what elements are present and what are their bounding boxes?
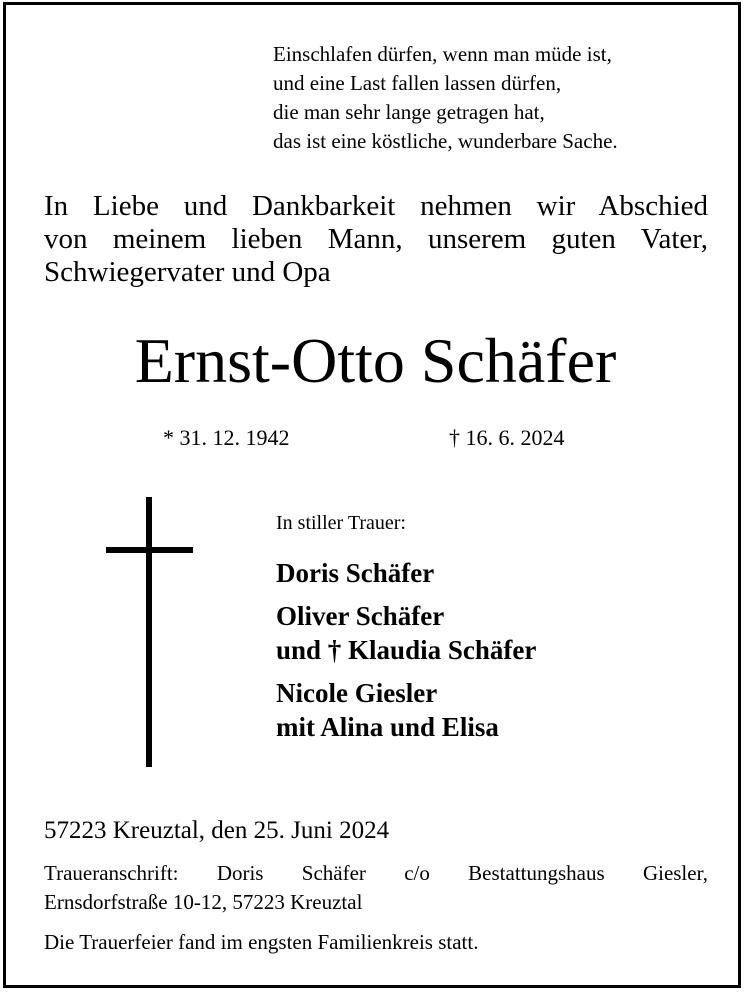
mourner-name: und † Klaudia Schäfer [276, 635, 537, 665]
poem-line: und eine Last fallen lassen dürfen, [273, 71, 562, 95]
poem-line: das ist eine köstliche, wunderbare Sache. [273, 129, 618, 153]
mourner-name: Doris Schäfer [276, 558, 435, 588]
death-date: † 16. 6. 2024 [449, 425, 565, 450]
intro-line: von meinem lieben Mann, unserem guten Vater, [44, 223, 708, 255]
mourners-label: In stiller Trauer: [276, 512, 406, 534]
mourners-list [276, 556, 536, 753]
intro-line: Schwiegervater und Opa [44, 256, 331, 288]
deceased-name: Ernst-Otto Schäfer [134, 325, 617, 396]
cross-vertical-bar [146, 497, 152, 767]
mourner-name: Oliver Schäfer [276, 601, 445, 631]
mourner-group [276, 556, 536, 590]
address-line: Ernsdorfstraße 10-12, 57223 Kreuztal [44, 890, 363, 914]
address-line: Traueranschrift: Doris Schäfer c/o Bestattungshaus Giesler, [44, 861, 708, 885]
ceremony-note: Die Trauerfeier fand im engsten Familienkreis statt. [44, 930, 479, 954]
mourner-group [276, 599, 536, 667]
intro-text [44, 190, 708, 289]
mourner-name: Nicole Giesler [276, 678, 438, 708]
poem [273, 40, 618, 156]
birth-date: * 31. 12. 1942 [163, 425, 290, 450]
mourner-name: mit Alina und Elisa [276, 712, 499, 742]
mourner-group [276, 676, 536, 744]
intro-line: In Liebe und Dankbarkeit nehmen wir Abschied [44, 190, 708, 222]
poem-line: die man sehr lange getragen hat, [273, 100, 545, 124]
cross-horizontal-bar [106, 547, 193, 553]
mourning-address [44, 859, 708, 917]
poem-line: Einschlafen dürfen, wenn man müde ist, [273, 42, 612, 66]
place-date: 57223 Kreuztal, den 25. Juni 2024 [44, 817, 390, 844]
